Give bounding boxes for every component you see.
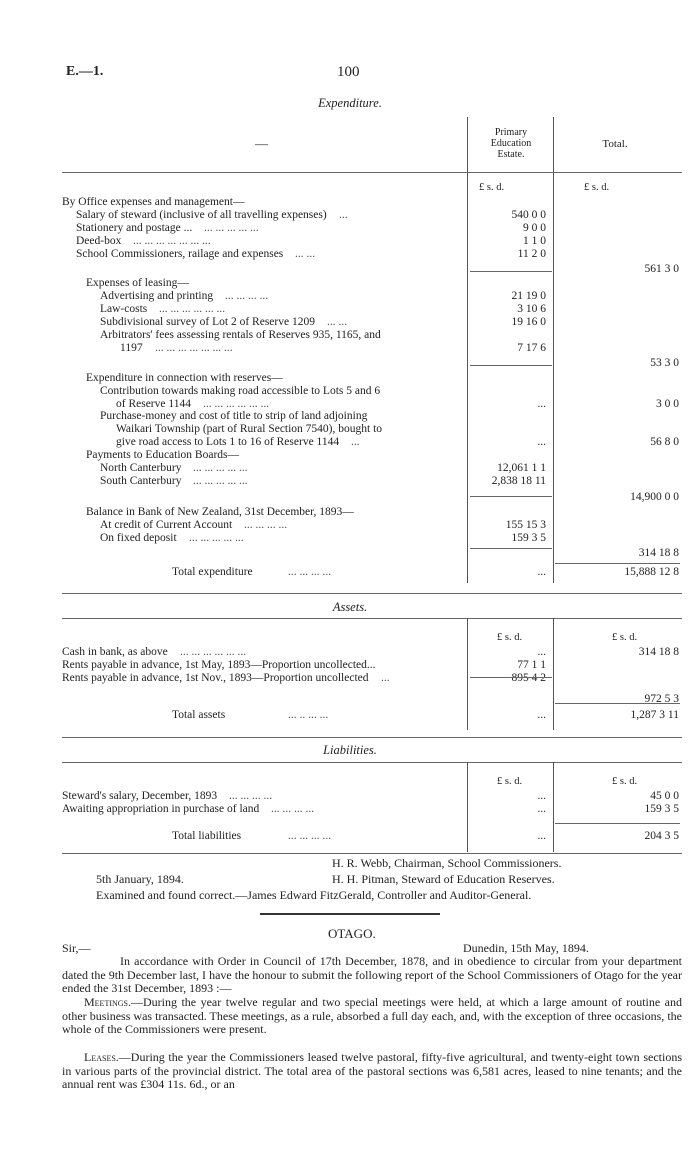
primary-estate-column-header: Primary Education Estate. <box>490 127 532 160</box>
table-row <box>62 196 682 209</box>
table-row <box>62 659 682 672</box>
row-c1: 155 15 3 <box>505 518 546 531</box>
subtotal-rule <box>470 365 552 366</box>
table-row <box>62 235 682 248</box>
total-expenditure-row: Total expenditure ... ... ... ... ... 15,888 12 8 <box>172 566 679 578</box>
table-row <box>62 303 682 316</box>
row-label: South Canterbury <box>100 474 182 487</box>
row-label: of Reserve 1144 <box>116 397 191 410</box>
row-label: Law-costs <box>100 303 148 316</box>
row-dots: ... ... ... ... <box>271 803 315 816</box>
units-total: £ s. d. <box>584 182 610 193</box>
table-row <box>62 209 682 222</box>
paragraph-meetings: Meetings.—During the year twelve regular and two special meetings were held, at which a large amount of routine and other business was transacted. These meetings, as a rule, absorbed a full day each, and, with the exception of three occasions, the whole of the Commissioners were present. <box>62 995 682 1036</box>
row-label: At credit of Current Account <box>100 518 233 531</box>
row-label: Salary of steward (inclusive of all travelling expenses) <box>76 208 327 221</box>
table-row <box>62 449 682 462</box>
section-rule <box>62 853 682 854</box>
table-row <box>62 342 682 355</box>
row-label: Expenditure in connection with reserves— <box>86 371 283 384</box>
units-total: £ s. d. <box>612 776 638 787</box>
otago-heading: OTAGO. <box>328 926 376 941</box>
row-c1: ... <box>537 436 546 449</box>
units-primary: £ s. d. <box>497 776 523 787</box>
table-row <box>62 423 682 436</box>
row-c1: 21 19 0 <box>511 290 546 303</box>
row-label: Rents payable in advance, 1st May, 1893—Proportion uncollected... <box>62 658 376 671</box>
units-total: £ s. d. <box>612 632 638 643</box>
row-dots: ... <box>381 671 390 684</box>
row-dots: ... ... <box>295 247 316 260</box>
row-dots: ... ... ... ... ... ... <box>203 397 270 410</box>
total-rule <box>555 563 680 564</box>
row-label: Subdivisional survey of Lot 2 of Reserve 1209 <box>100 316 315 329</box>
table-row <box>62 329 682 342</box>
section-rule <box>62 737 682 738</box>
signature-steward: H. H. Pitman, Steward of Education Reserves. <box>332 872 555 886</box>
table-row <box>62 519 682 532</box>
row-dots: ... ... ... ... <box>225 290 269 303</box>
row-c1: 77 1 1 <box>517 658 546 671</box>
row-dots: ... ... ... ... ... <box>193 474 248 487</box>
total-rule <box>555 823 680 824</box>
units-primary: £ s. d. <box>497 632 523 643</box>
row-dots: ... ... ... ... ... <box>189 531 244 544</box>
table-row <box>62 410 682 423</box>
units-primary: £ s. d. <box>479 182 505 193</box>
row-c1: 1 1 0 <box>523 234 546 247</box>
table-row <box>62 532 682 545</box>
row-c2: 53 3 0 <box>650 356 679 369</box>
row-c1: 9 0 0 <box>523 221 546 234</box>
row-label: Payments to Education Boards— <box>86 449 239 462</box>
table-row <box>62 462 682 475</box>
table-row <box>62 316 682 329</box>
row-dots: ... ... ... ... ... ... ... <box>133 234 211 247</box>
total-assets-row: Total assets ... .. ... ... ... 1,287 3 11 <box>172 709 679 721</box>
paragraph-leases: Leases.—During the year the Commissioners leased twelve pastoral, fifty-five agricultural, and twenty-eight town sections in various parts of the provincial district. The total area of the pastoral sections was 6,581 acres, leased to nine tenants; and the annual rent was £304 11s. 6d., or an <box>62 1050 682 1091</box>
row-c1: 12,061 1 1 <box>497 462 546 474</box>
row-dots: ... <box>351 436 360 449</box>
row-dots: ... ... <box>327 316 348 329</box>
row-c1: 895 4 2 <box>511 671 546 684</box>
table-row <box>62 385 682 398</box>
table-row <box>62 357 682 370</box>
row-label: Awaiting appropriation in purchase of land <box>62 803 260 816</box>
table-row <box>62 491 682 504</box>
row-c1: ... <box>537 790 546 802</box>
row-dots: ... ... ... ... ... ... ... <box>155 341 233 354</box>
row-dots: ... ... ... ... ... <box>193 462 248 474</box>
description-column-header: — <box>255 136 268 151</box>
subtotal-rule <box>470 271 552 272</box>
expenditure-title: Expenditure. <box>318 96 382 110</box>
row-c1: 540 0 0 <box>511 208 546 221</box>
row-dots: ... ... ... ... <box>229 790 273 802</box>
row-label: Deed-box <box>76 234 122 247</box>
page-number: 100 <box>337 64 360 80</box>
place-date: Dunedin, 15th May, 1894. <box>463 941 589 955</box>
row-c2: 314 18 8 <box>638 646 679 658</box>
row-label: By Office expenses and management— <box>62 196 245 208</box>
row-c2: 56 8 0 <box>650 436 679 449</box>
table-row <box>62 547 682 560</box>
separator-rule <box>260 913 440 915</box>
header-rule <box>62 618 682 619</box>
row-c1: 3 10 6 <box>517 303 546 316</box>
table-row <box>62 506 682 519</box>
table-row <box>62 672 682 685</box>
signature-chairman: H. R. Webb, Chairman, School Commissioners. <box>332 856 562 870</box>
row-c1: 11 2 0 <box>517 247 546 260</box>
row-label: Waikari Township (part of Rural Section 7540), bought to <box>116 423 383 436</box>
row-dots: ... ... ... ... ... <box>204 221 259 234</box>
table-row <box>62 248 682 261</box>
table-row <box>62 222 682 235</box>
row-c1: 159 3 5 <box>511 531 546 544</box>
table-row <box>62 372 682 385</box>
row-c2: 972 5 3 <box>644 692 679 705</box>
subtotal-rule <box>470 496 552 497</box>
signature-date: 5th January, 1894. <box>96 872 184 886</box>
total-column-header: Total. <box>602 138 628 150</box>
row-label: Steward's salary, December, 1893 <box>62 790 218 802</box>
table-row <box>62 398 682 411</box>
row-c1: 19 16 0 <box>511 316 546 329</box>
table-row <box>62 263 682 276</box>
row-c2: 45 0 0 <box>650 790 679 802</box>
row-label: Balance in Bank of New Zealand, 31st December, 1893— <box>86 505 354 518</box>
row-c1: 2,838 18 11 <box>491 474 546 487</box>
row-label: Advertising and printing <box>100 290 214 303</box>
row-dots: ... ... ... ... ... ... <box>159 303 226 316</box>
row-c2: 3 0 0 <box>656 397 679 410</box>
row-dots: ... ... ... ... ... ... <box>180 646 247 658</box>
table-row <box>62 290 682 303</box>
paragraph-intro: In accordance with Order in Council of 17th December, 1878, and in obedience to circular from your department dated the 9th December last, I have the honour to submit the following report of the School Commissioners of Otago for the year ended the 31st December, 1893 :— <box>62 954 682 995</box>
header-rule <box>62 172 682 173</box>
audit-statement: Examined and found correct.—James Edward FitzGerald, Controller and Auditor-General. <box>96 888 532 902</box>
row-label: School Commissioners, railage and expenses <box>76 247 284 260</box>
total-liabilities-row: Total liabilities ... ... ... ... ... 204 3 5 <box>172 830 679 842</box>
row-label: 1197 <box>120 341 143 354</box>
subtotal-rule <box>470 548 552 549</box>
table-row <box>62 803 682 816</box>
row-c2: 159 3 5 <box>644 803 679 816</box>
row-label: On fixed deposit <box>100 531 177 544</box>
row-label: North Canterbury <box>100 462 182 474</box>
assets-title: Assets. <box>332 600 368 614</box>
table-row <box>62 475 682 488</box>
row-label: Cash in bank, as above <box>62 646 168 658</box>
table-row <box>62 277 682 290</box>
subtotal-rule <box>470 677 552 678</box>
document-code: E.—1. <box>66 64 104 79</box>
row-c1: ... <box>537 397 546 410</box>
total-rule <box>555 703 680 704</box>
table-row <box>62 790 682 803</box>
row-label: Purchase-money and cost of title to strip of land adjoining <box>100 410 368 423</box>
row-dots: ... <box>339 208 348 221</box>
row-c2: 561 3 0 <box>644 262 679 275</box>
row-dots: ... ... ... ... <box>244 518 288 531</box>
liabilities-title: Liabilities. <box>323 743 377 757</box>
header-rule <box>62 762 682 763</box>
row-label: Arbitrators' fees assessing rentals of Reserves 935, 1165, and <box>100 329 381 341</box>
row-label: Rents payable in advance, 1st Nov., 1893—Proportion uncollected <box>62 671 369 684</box>
row-c1: ... <box>537 646 546 658</box>
section-rule <box>62 593 682 594</box>
row-label: give road access to Lots 1 to 16 of Reserve 1144 <box>116 436 340 449</box>
row-c1: 7 17 6 <box>517 341 546 354</box>
table-row <box>62 436 682 449</box>
row-c1: ... <box>537 803 546 816</box>
salutation: Sir,— <box>62 941 91 955</box>
row-c2: 14,900 0 0 <box>630 490 679 503</box>
row-label: Expenses of leasing— <box>86 277 189 290</box>
row-label: Contribution towards making road accessible to Lots 5 and 6 <box>100 384 381 397</box>
table-row <box>62 646 682 659</box>
row-label: Stationery and postage ... <box>76 221 193 234</box>
row-c2: 314 18 8 <box>638 547 679 560</box>
